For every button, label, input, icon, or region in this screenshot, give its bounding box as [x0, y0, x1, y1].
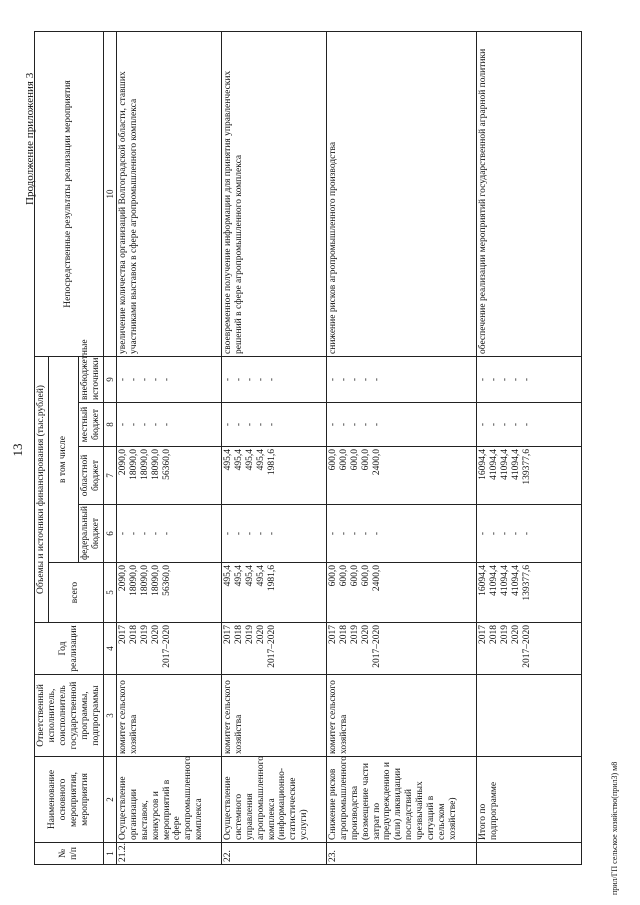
- row-years-value: 2019: [244, 625, 255, 644]
- row-years-value: 2017: [477, 625, 488, 644]
- col-number: 5: [103, 563, 116, 623]
- table-row: [476, 31, 581, 864]
- row-total: [476, 563, 581, 623]
- row-extra-value: -: [338, 377, 349, 382]
- row-years-value: 2020: [510, 625, 521, 644]
- row-result: увеличение количества организаций Волгоградской области, ставших участниками выставок в сфере агропромышленного комплекса: [116, 31, 221, 356]
- row-extra: [116, 356, 221, 402]
- row-name: Снижение рисков агропромышленного производства (возмещение части затрат по предупреждению и (или) ликвидации последствий чрезвычайных ситуаций в сельском хозяйстве): [326, 757, 476, 843]
- row-regional-value: 600,0: [349, 449, 360, 471]
- col-number: 9: [103, 356, 116, 402]
- row-total-value: 41094,4: [488, 565, 499, 596]
- row-total-value: 18090,0: [128, 565, 139, 596]
- row-years-value: 2020: [360, 625, 371, 644]
- row-result: обеспечение реализации мероприятий государственной аграрной политики: [476, 31, 581, 356]
- col-number: 8: [103, 403, 116, 447]
- row-local-value: -: [255, 422, 266, 427]
- row-number: 21.2.: [116, 843, 221, 865]
- row-years-value: 2018: [488, 625, 499, 644]
- row-local-value: -: [222, 422, 233, 427]
- row-regional-value: 41094,4: [499, 449, 510, 480]
- row-total-value: 600,0: [327, 565, 338, 587]
- row-local: [116, 403, 221, 447]
- row-years-value: 2017: [327, 625, 338, 644]
- row-total-value: 495,4: [222, 565, 233, 587]
- row-total-value: 600,0: [349, 565, 360, 587]
- row-years-value: 2018: [128, 625, 139, 644]
- row-total-value: 139377,6: [521, 565, 532, 601]
- col-number: 1: [103, 843, 116, 865]
- row-regional: [326, 447, 476, 505]
- row-local-value: -: [499, 422, 510, 427]
- row-federal-value: -: [488, 531, 499, 536]
- row-number: 23.: [326, 843, 476, 865]
- col-number: 4: [103, 623, 116, 675]
- row-regional-value: 2090,0: [117, 449, 128, 476]
- row-regional-value: 495,4: [244, 449, 255, 471]
- row-regional-value: 1981,6: [266, 449, 277, 476]
- row-local: [476, 403, 581, 447]
- row-total-value: 18090,0: [150, 565, 161, 596]
- row-federal-value: -: [338, 531, 349, 536]
- row-local-value: -: [338, 422, 349, 427]
- header-federal: федеральный бюджет: [78, 505, 103, 563]
- row-total: [326, 563, 476, 623]
- row-local-value: -: [349, 422, 360, 427]
- row-regional-value: 18090,0: [128, 449, 139, 480]
- row-local-value: -: [521, 422, 532, 427]
- row-local-value: -: [360, 422, 371, 427]
- row-federal: [476, 505, 581, 563]
- row-federal-value: -: [499, 531, 510, 536]
- row-regional-value: 600,0: [338, 449, 349, 471]
- table-row: [221, 31, 326, 864]
- row-total-value: 41094,4: [510, 565, 521, 596]
- row-years: [221, 623, 326, 675]
- row-local-value: -: [327, 422, 338, 427]
- row-federal-value: -: [150, 531, 161, 536]
- row-local-value: -: [233, 422, 244, 427]
- table-row: [326, 31, 476, 864]
- row-local-value: -: [488, 422, 499, 427]
- row-local-value: -: [371, 422, 382, 427]
- row-local-value: -: [510, 422, 521, 427]
- row-regional: [116, 447, 221, 505]
- row-years: [326, 623, 476, 675]
- row-regional-value: 18090,0: [150, 449, 161, 480]
- row-extra-value: -: [255, 377, 266, 382]
- row-result: снижение рисков агропромышленного производства: [326, 31, 476, 356]
- header-executor: Ответственный исполнитель, соисполнитель государственной программы, подпрограммы: [35, 675, 104, 757]
- col-number: 3: [103, 675, 116, 757]
- header-regional: областной бюджет: [78, 447, 103, 505]
- row-local-value: -: [477, 422, 488, 427]
- row-total-value: 18090,0: [139, 565, 150, 596]
- row-regional-value: 600,0: [360, 449, 371, 471]
- header-num: № п/п: [35, 843, 104, 865]
- row-extra-value: -: [371, 377, 382, 382]
- row-federal-value: -: [477, 531, 488, 536]
- header-year: Год реализации: [35, 623, 104, 675]
- row-executor: комитет сельского хозяйства: [116, 675, 221, 757]
- row-years-value: 2020: [150, 625, 161, 644]
- row-federal-value: -: [360, 531, 371, 536]
- header-extra: внебюджетные источники: [78, 356, 103, 402]
- row-federal: [116, 505, 221, 563]
- row-federal-value: -: [327, 531, 338, 536]
- row-regional: [476, 447, 581, 505]
- row-total-value: 600,0: [360, 565, 371, 587]
- col-number: 6: [103, 505, 116, 563]
- row-years-value: 2019: [499, 625, 510, 644]
- row-years: [476, 623, 581, 675]
- row-federal-value: -: [117, 531, 128, 536]
- header-name: Наименование основного мероприятия, мероприятия: [35, 757, 104, 843]
- row-local: [221, 403, 326, 447]
- row-total-value: 495,4: [255, 565, 266, 587]
- row-number: [476, 843, 581, 865]
- row-years-value: 2019: [349, 625, 360, 644]
- row-extra-value: -: [499, 377, 510, 382]
- row-federal-value: -: [161, 531, 172, 536]
- row-total-value: 1981,6: [266, 565, 277, 592]
- row-extra-value: -: [161, 377, 172, 382]
- row-regional-value: 600,0: [327, 449, 338, 471]
- row-name: Итого по подпрограмме: [476, 757, 581, 843]
- row-federal: [326, 505, 476, 563]
- row-regional-value: 2400,0: [371, 449, 382, 476]
- row-years-value: 2020: [255, 625, 266, 644]
- row-federal: [221, 505, 326, 563]
- continuation-label: Продолжение приложения 3: [24, 72, 36, 205]
- row-regional-value: 41094,4: [488, 449, 499, 480]
- row-years-value: 2018: [338, 625, 349, 644]
- row-regional-value: 495,4: [233, 449, 244, 471]
- row-total-value: 495,4: [233, 565, 244, 587]
- financing-table: [34, 31, 582, 865]
- row-local-value: -: [117, 422, 128, 427]
- row-federal-value: -: [128, 531, 139, 536]
- row-federal-value: -: [255, 531, 266, 536]
- row-local-value: -: [266, 422, 277, 427]
- row-regional-value: 18090,0: [139, 449, 150, 480]
- row-federal-value: -: [371, 531, 382, 536]
- row-extra-value: -: [360, 377, 371, 382]
- row-years-value: 2017–2020: [266, 625, 277, 668]
- row-federal-value: -: [266, 531, 277, 536]
- row-regional-value: 56360,0: [161, 449, 172, 480]
- row-regional-value: 139377,6: [521, 449, 532, 485]
- row-federal-value: -: [244, 531, 255, 536]
- row-extra-value: -: [128, 377, 139, 382]
- row-extra-value: -: [521, 377, 532, 382]
- row-name: Осуществление системного управления агропромышленного комплекса (информационно-статистические услуги): [221, 757, 326, 843]
- row-total-value: 495,4: [244, 565, 255, 587]
- row-extra-value: -: [233, 377, 244, 382]
- row-local-value: -: [161, 422, 172, 427]
- footer-path: прил/ГП сельское хозяйство(прил3) м8: [610, 761, 619, 895]
- row-total-value: 16094,4: [477, 565, 488, 596]
- row-extra-value: -: [510, 377, 521, 382]
- row-federal-value: -: [233, 531, 244, 536]
- col-number: 2: [103, 757, 116, 843]
- row-extra: [476, 356, 581, 402]
- row-federal-value: -: [349, 531, 360, 536]
- row-local-value: -: [128, 422, 139, 427]
- row-extra-value: -: [349, 377, 360, 382]
- col-number: 7: [103, 447, 116, 505]
- row-extra: [326, 356, 476, 402]
- row-extra-value: -: [488, 377, 499, 382]
- row-years-value: 2019: [139, 625, 150, 644]
- row-extra-value: -: [244, 377, 255, 382]
- header-local: местный бюджет: [78, 403, 103, 447]
- row-regional-value: 16094,4: [477, 449, 488, 480]
- header-result: Непосредственные результаты реализации мероприятия: [35, 31, 104, 356]
- row-years-value: 2017: [222, 625, 233, 644]
- row-federal-value: -: [510, 531, 521, 536]
- row-extra-value: -: [150, 377, 161, 382]
- row-extra: [221, 356, 326, 402]
- row-total: [221, 563, 326, 623]
- row-years-value: 2017: [117, 625, 128, 644]
- col-number: 10: [103, 31, 116, 356]
- row-federal-value: -: [139, 531, 150, 536]
- row-number: 22.: [221, 843, 326, 865]
- row-extra-value: -: [222, 377, 233, 382]
- row-result: своевременное получение информации для принятия управленческих решений в сфере агропромышленного комплекса: [221, 31, 326, 356]
- row-executor: комитет сельского хозяйства: [326, 675, 476, 757]
- header-total: всего: [48, 563, 103, 623]
- row-total-value: 56360,0: [161, 565, 172, 596]
- row-executor: комитет сельского хозяйства: [221, 675, 326, 757]
- row-extra-value: -: [266, 377, 277, 382]
- row-local-value: -: [244, 422, 255, 427]
- header-subgroup: в том числе: [48, 356, 78, 562]
- row-total: [116, 563, 221, 623]
- row-regional-value: 495,4: [222, 449, 233, 471]
- row-regional-value: 41094,4: [510, 449, 521, 480]
- row-total-value: 600,0: [338, 565, 349, 587]
- row-total-value: 2400,0: [371, 565, 382, 592]
- table-row: [116, 31, 221, 864]
- row-extra-value: -: [139, 377, 150, 382]
- row-years-value: 2017–2020: [521, 625, 532, 668]
- row-extra-value: -: [477, 377, 488, 382]
- row-extra-value: -: [117, 377, 128, 382]
- row-local-value: -: [150, 422, 161, 427]
- row-years-value: 2017–2020: [371, 625, 382, 668]
- row-executor: [476, 675, 581, 757]
- row-total-value: 41094,4: [499, 565, 510, 596]
- table-body: [116, 31, 581, 864]
- row-federal-value: -: [222, 531, 233, 536]
- row-regional-value: 495,4: [255, 449, 266, 471]
- row-years-value: 2018: [233, 625, 244, 644]
- row-total-value: 2090,0: [117, 565, 128, 592]
- row-extra-value: -: [327, 377, 338, 382]
- row-years-value: 2017–2020: [161, 625, 172, 668]
- row-years: [116, 623, 221, 675]
- row-local-value: -: [139, 422, 150, 427]
- row-local: [326, 403, 476, 447]
- row-federal-value: -: [521, 531, 532, 536]
- row-regional: [221, 447, 326, 505]
- page-number: 13: [10, 443, 25, 457]
- header-financing-group: Объемы и источники финансирования (тыс.рублей): [35, 356, 49, 622]
- row-name: Осуществление организации выставок, конкурсов и мероприятий в сфере агропромышленного комплекса: [116, 757, 221, 843]
